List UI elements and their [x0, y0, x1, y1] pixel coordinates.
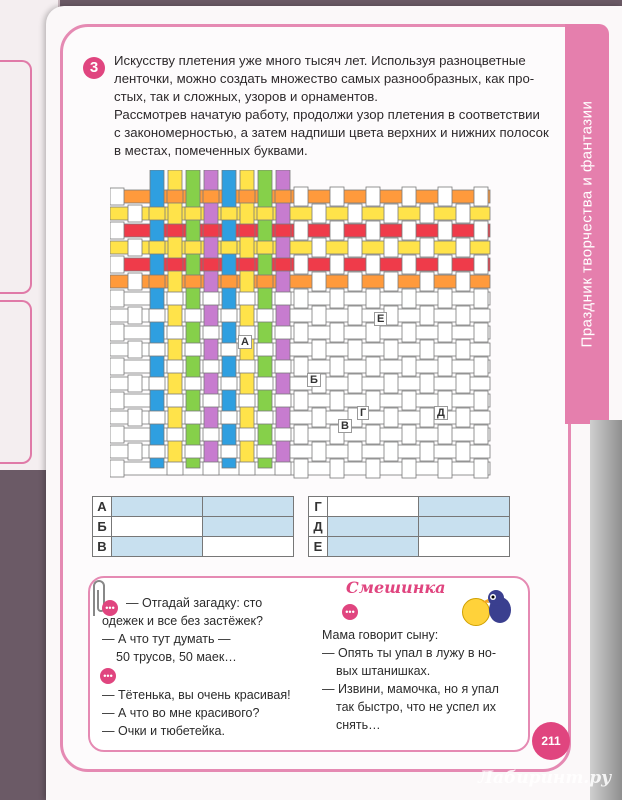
weave-vertical-segment — [366, 425, 380, 444]
answer-cell[interactable] — [112, 497, 203, 517]
weave-vertical-segment — [384, 340, 398, 359]
weave-vertical-segment — [110, 358, 124, 375]
joke-line: так быстро, что не успел их — [336, 700, 496, 714]
weave-crossing — [221, 411, 237, 424]
task-line: Рассмотрев начатую работу, продолжи узор плетения в соответствии — [114, 107, 540, 122]
weave-vertical-segment — [294, 289, 308, 308]
weave-vertical-segment — [312, 272, 326, 291]
weave-crossing — [257, 275, 273, 288]
weave-vertical-segment — [474, 357, 488, 376]
weave-vertical-segment — [438, 289, 452, 308]
weave-vertical-segment — [128, 239, 142, 256]
weave-vertical-segment — [330, 459, 344, 478]
weave-crossing — [239, 190, 255, 203]
weave-crossing — [221, 309, 237, 322]
weave-crossing — [203, 292, 219, 305]
weave-vertical-segment — [456, 238, 470, 257]
weave-vertical-segment — [384, 408, 398, 427]
weave-vertical-segment — [312, 340, 326, 359]
weave-crossing — [185, 207, 201, 220]
weave-crossing — [275, 394, 291, 407]
weave-vertical-segment — [366, 221, 380, 240]
weave-vertical-segment — [348, 204, 362, 223]
answer-cell[interactable] — [112, 537, 203, 557]
joke-line: — Опять ты упал в лужу в но- — [322, 646, 497, 660]
weave-crossing — [167, 292, 183, 305]
weave-vertical-segment — [420, 374, 434, 393]
joke-bullet-icon: ••• — [342, 604, 358, 620]
weave-vertical-segment — [294, 459, 308, 478]
weave-crossing — [149, 343, 165, 356]
answer-cell[interactable] — [203, 517, 294, 537]
weave-vertical-segment — [456, 272, 470, 291]
weave-vertical-segment — [474, 289, 488, 308]
joke-line: — А что тут думать — — [102, 632, 231, 646]
weave-vertical-segment — [110, 324, 124, 341]
previous-page-frame-lower — [0, 300, 32, 464]
weave-vertical-segment — [456, 374, 470, 393]
weave-vertical-segment — [330, 289, 344, 308]
joke-line: — Тётенька, вы очень красивая! — [102, 688, 291, 702]
weave-vertical-segment — [110, 188, 124, 205]
weave-crossing — [167, 224, 183, 237]
joke-line: снять… — [336, 718, 381, 732]
weave-label-v: В — [338, 419, 352, 433]
weave-crossing — [257, 343, 273, 356]
weave-vertical-segment — [312, 306, 326, 325]
joke-line: Мама говорит сыну: — [322, 628, 439, 642]
weave-vertical-segment — [128, 205, 142, 222]
weave-vertical-strip — [276, 170, 290, 468]
weave-crossing — [149, 377, 165, 390]
weave-crossing — [275, 360, 291, 373]
weave-vertical-segment — [366, 289, 380, 308]
answer-cell[interactable] — [328, 497, 419, 517]
weave-vertical-segment — [330, 357, 344, 376]
weave-vertical-segment — [128, 409, 142, 426]
weave-vertical-segment — [474, 255, 488, 274]
weave-vertical-segment — [402, 255, 416, 274]
weave-vertical-segment — [128, 375, 142, 392]
weave-vertical-segment — [348, 238, 362, 257]
weave-vertical-segment — [128, 341, 142, 358]
weave-crossing — [167, 190, 183, 203]
weave-crossing — [149, 275, 165, 288]
weave-crossing — [167, 326, 183, 339]
side-tab — [565, 24, 609, 424]
weave-vertical-segment — [128, 443, 142, 460]
joke-line: — Отгадай загадку: сто — [126, 596, 263, 610]
task-line: стых, так и сложных, узоров и орнаментов. — [114, 89, 378, 104]
weave-crossing — [203, 326, 219, 339]
page-stack-edge — [590, 420, 622, 800]
weave-vertical-segment — [402, 425, 416, 444]
joke-line: 50 трусов, 50 маек… — [116, 650, 237, 664]
weave-crossing — [239, 258, 255, 271]
weave-crossing — [257, 207, 273, 220]
side-tab-text: Праздник творчества и фантазии — [578, 100, 596, 348]
weave-vertical-strip — [204, 170, 218, 468]
weave-vertical-segment — [348, 272, 362, 291]
answer-letter: Г — [309, 497, 328, 517]
weave-crossing — [239, 292, 255, 305]
task-text — [114, 52, 566, 160]
joke-line: — Извини, мамочка, но я упал — [322, 682, 499, 696]
weave-vertical-segment — [294, 323, 308, 342]
weave-crossing — [275, 224, 291, 237]
joke-line: — А что во мне красивого? — [102, 706, 260, 720]
weave-vertical-segment — [128, 307, 142, 324]
weave-crossing — [185, 241, 201, 254]
weave-crossing — [185, 377, 201, 390]
answer-table-left — [92, 496, 294, 557]
weave-vertical-segment — [110, 222, 124, 239]
weave-vertical-segment — [294, 255, 308, 274]
weave-vertical-segment — [384, 272, 398, 291]
weave-label-d: Д — [434, 406, 448, 420]
weave-vertical-segment — [438, 357, 452, 376]
weave-crossing — [185, 275, 201, 288]
watermark: Лабиринт.ру — [478, 768, 612, 788]
weave-crossing — [275, 190, 291, 203]
answer-cell[interactable] — [419, 517, 510, 537]
weave-crossing — [167, 428, 183, 441]
joke-bullet-icon: ••• — [100, 668, 116, 684]
weave-vertical-segment — [330, 323, 344, 342]
weave-crossing — [203, 428, 219, 441]
weave-crossing — [257, 309, 273, 322]
weave-vertical-segment — [384, 238, 398, 257]
weave-vertical-segment — [330, 391, 344, 410]
weave-vertical-segment — [384, 374, 398, 393]
joke-line: одежек и все без застёжек? — [102, 614, 263, 628]
weave-vertical-segment — [312, 408, 326, 427]
weave-crossing — [239, 224, 255, 237]
task-line: в местах, помеченных буквами. — [114, 143, 308, 158]
weave-vertical-segment — [312, 442, 326, 461]
weave-vertical-segment — [312, 204, 326, 223]
weave-vertical-segment — [330, 221, 344, 240]
previous-page-frame — [0, 60, 32, 294]
joke-line: вых штанишках. — [336, 664, 431, 678]
weave-crossing — [149, 445, 165, 458]
weave-crossing — [257, 445, 273, 458]
answer-cell[interactable] — [203, 537, 294, 557]
weave-vertical-segment — [384, 442, 398, 461]
answer-cell[interactable] — [419, 497, 510, 517]
weave-vertical-segment — [110, 426, 124, 443]
task-line: Искусству плетения уже много тысяч лет. Используя разноцветные — [114, 53, 526, 68]
weave-crossing — [221, 207, 237, 220]
weave-vertical-segment — [456, 408, 470, 427]
weave-vertical-segment — [420, 340, 434, 359]
weave-crossing — [203, 190, 219, 203]
answer-letter: В — [93, 537, 112, 557]
weave-crossing — [239, 360, 255, 373]
weave-vertical-segment — [348, 374, 362, 393]
weave-crossing — [167, 258, 183, 271]
weave-crossing — [275, 258, 291, 271]
weave-vertical-segment — [402, 323, 416, 342]
weave-vertical-segment — [294, 187, 308, 206]
weave-crossing — [149, 411, 165, 424]
weave-vertical-segment — [402, 289, 416, 308]
weave-crossing — [239, 428, 255, 441]
weave-vertical-segment — [474, 391, 488, 410]
weave-vertical-segment — [402, 391, 416, 410]
weave-vertical-segment — [110, 256, 124, 273]
weave-crossing — [149, 207, 165, 220]
weave-vertical-segment — [384, 204, 398, 223]
answer-cell[interactable] — [328, 537, 419, 557]
weave-vertical-segment — [420, 306, 434, 325]
task-line: с закономерностью, а затем надпиши цвета верхних и нижних полосок — [114, 125, 549, 140]
weave-vertical-segment — [456, 306, 470, 325]
weave-vertical-segment — [420, 238, 434, 257]
weave-crossing — [257, 241, 273, 254]
weave-vertical-segment — [294, 425, 308, 444]
answer-letter: Д — [309, 517, 328, 537]
weave-vertical-segment — [128, 273, 142, 290]
weave-label-g: Г — [357, 406, 369, 420]
jokes-title: Смешинка — [346, 578, 446, 597]
weave-crossing — [221, 445, 237, 458]
weave-crossing — [239, 394, 255, 407]
weave-vertical-segment — [420, 272, 434, 291]
weave-vertical-strip — [240, 170, 254, 468]
answer-cell[interactable] — [203, 497, 294, 517]
weave-crossing — [221, 241, 237, 254]
answer-table-right — [308, 496, 510, 557]
weave-vertical-segment — [110, 290, 124, 307]
weave-vertical-segment — [366, 459, 380, 478]
weave-vertical-segment — [110, 392, 124, 409]
weave-crossing — [203, 224, 219, 237]
weave-vertical-segment — [420, 204, 434, 223]
weave-vertical-segment — [438, 255, 452, 274]
weave-vertical-segment — [366, 357, 380, 376]
weave-vertical-segment — [366, 255, 380, 274]
weave-crossing — [203, 462, 219, 475]
weave-vertical-segment — [402, 187, 416, 206]
weave-vertical-segment — [474, 221, 488, 240]
weave-vertical-segment — [366, 187, 380, 206]
weave-vertical-segment — [402, 221, 416, 240]
weave-label-b: Б — [307, 373, 321, 387]
weave-vertical-segment — [456, 204, 470, 223]
weave-vertical-segment — [438, 187, 452, 206]
weave-vertical-segment — [456, 340, 470, 359]
weave-crossing — [257, 411, 273, 424]
answer-cell[interactable] — [328, 517, 419, 537]
weave-crossing — [221, 343, 237, 356]
page-number: 211 — [532, 722, 570, 760]
weave-crossing — [185, 343, 201, 356]
weave-vertical-segment — [420, 442, 434, 461]
weave-vertical-segment — [330, 187, 344, 206]
answer-cell[interactable] — [112, 517, 203, 537]
weave-vertical-segment — [438, 221, 452, 240]
weave-crossing — [275, 428, 291, 441]
answer-cell[interactable] — [419, 537, 510, 557]
weave-label-a: А — [238, 335, 252, 349]
weave-vertical-segment — [294, 357, 308, 376]
weave-vertical-segment — [402, 357, 416, 376]
weave-vertical-strip — [168, 170, 182, 468]
weave-vertical-segment — [474, 323, 488, 342]
joke-line: — Очки и тюбетейка. — [102, 724, 225, 738]
weave-crossing — [149, 241, 165, 254]
weave-vertical-segment — [294, 221, 308, 240]
task-line: ленточки, можно создать множество самых разнообразных, как про- — [114, 71, 535, 86]
weave-crossing — [185, 445, 201, 458]
weave-vertical-segment — [438, 323, 452, 342]
weave-vertical-segment — [474, 459, 488, 478]
weave-crossing — [275, 326, 291, 339]
weave-vertical-segment — [474, 425, 488, 444]
crow-icon — [480, 586, 516, 626]
weave-crossing — [167, 360, 183, 373]
weave-vertical-segment — [294, 391, 308, 410]
weave-vertical-segment — [348, 306, 362, 325]
weave-vertical-segment — [110, 460, 124, 477]
answer-letter: Е — [309, 537, 328, 557]
weave-vertical-segment — [420, 408, 434, 427]
weave-crossing — [257, 377, 273, 390]
weave-crossing — [203, 394, 219, 407]
weave-crossing — [203, 360, 219, 373]
weave-crossing — [149, 309, 165, 322]
weave-crossing — [203, 258, 219, 271]
weave-crossing — [167, 394, 183, 407]
weave-vertical-segment — [438, 459, 452, 478]
weave-crossing — [221, 275, 237, 288]
weave-vertical-segment — [474, 187, 488, 206]
weave-crossing — [185, 309, 201, 322]
weave-crossing — [275, 292, 291, 305]
weave-crossing — [185, 411, 201, 424]
weave-vertical-segment — [402, 459, 416, 478]
weave-crossing — [167, 462, 183, 475]
weave-vertical-segment — [330, 255, 344, 274]
weave-label-e: Е — [374, 312, 387, 326]
joke-bullet-icon: ••• — [102, 600, 118, 616]
answer-letter: А — [93, 497, 112, 517]
weave-vertical-segment — [348, 340, 362, 359]
weave-vertical-segment — [438, 425, 452, 444]
answer-letter: Б — [93, 517, 112, 537]
weave-vertical-segment — [312, 238, 326, 257]
weaving-pattern — [110, 170, 500, 480]
weave-vertical-segment — [348, 442, 362, 461]
weave-crossing — [239, 462, 255, 475]
task-number-badge: 3 — [83, 57, 105, 79]
weave-crossing — [221, 377, 237, 390]
weave-vertical-segment — [456, 442, 470, 461]
weave-crossing — [275, 462, 291, 475]
